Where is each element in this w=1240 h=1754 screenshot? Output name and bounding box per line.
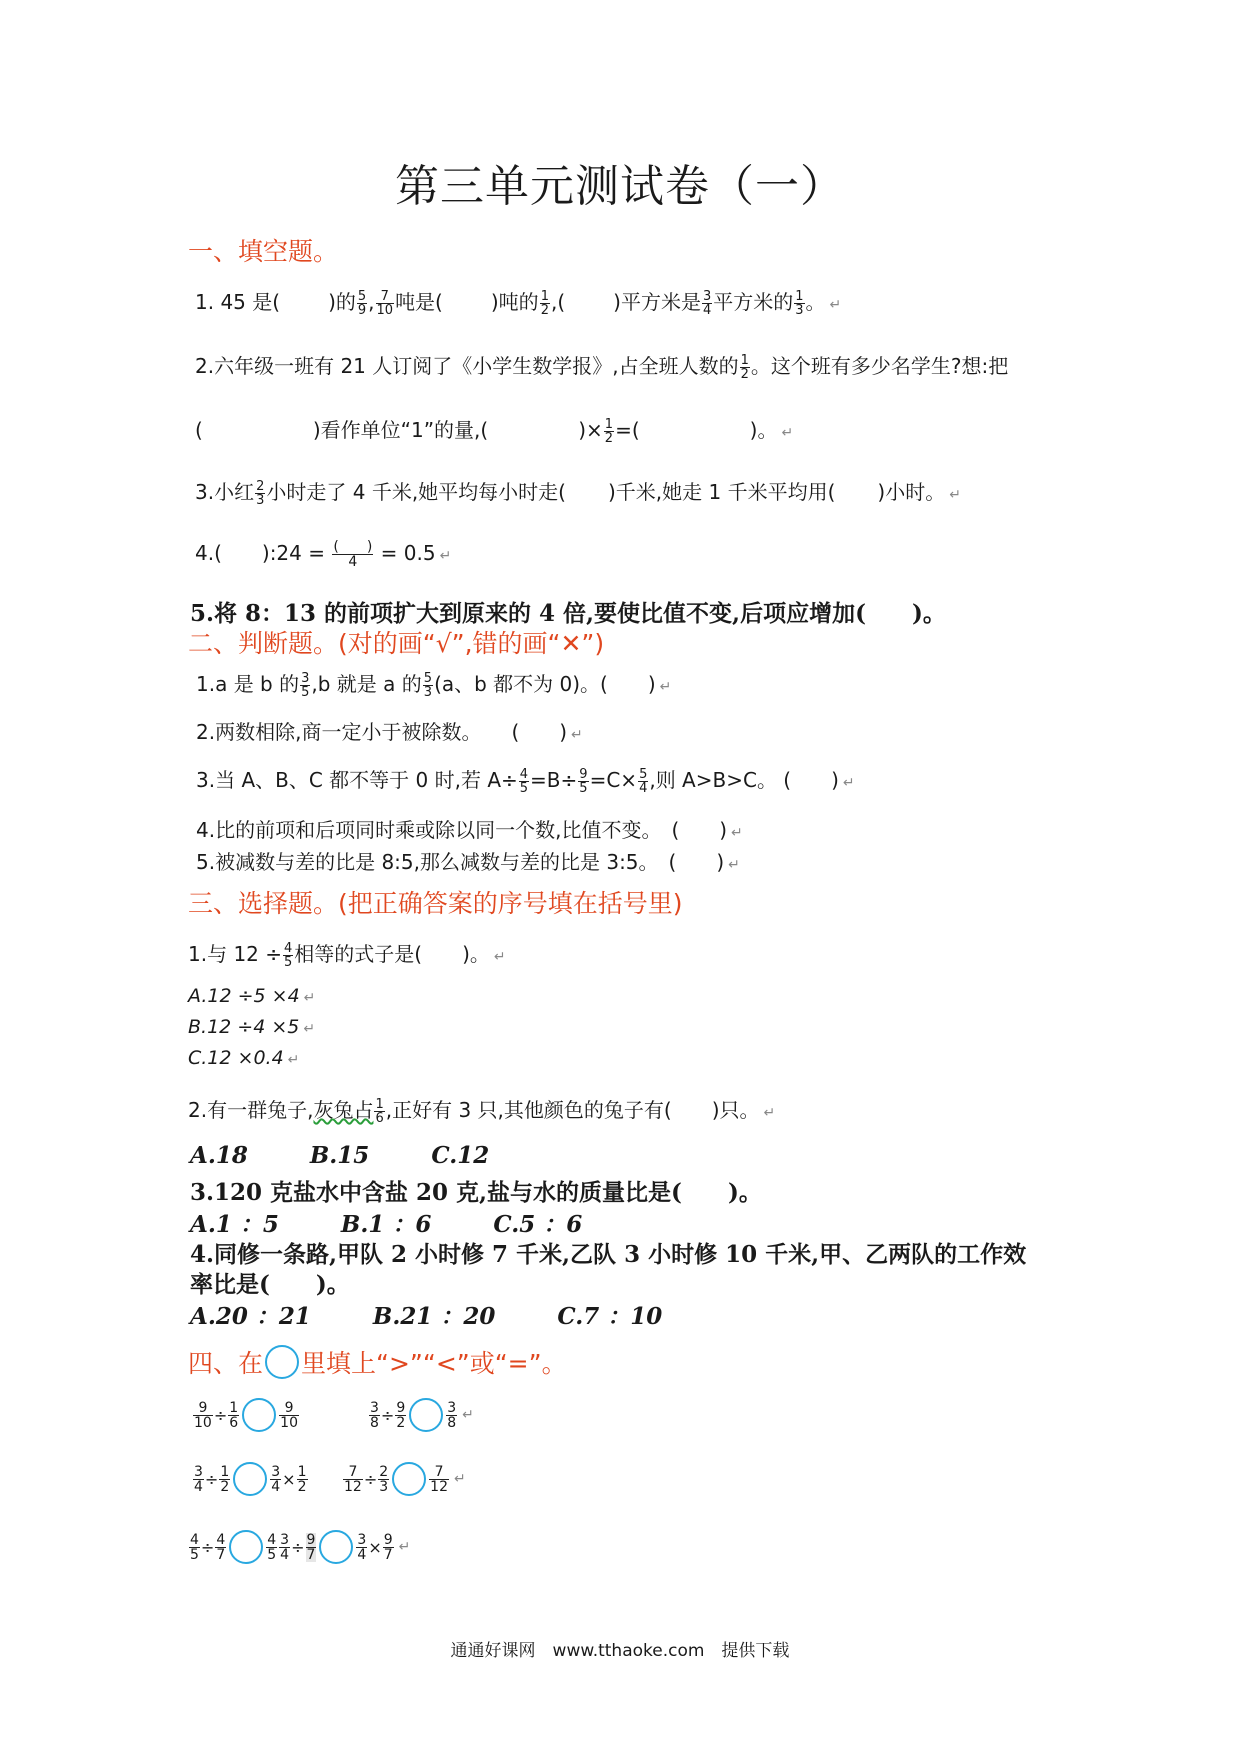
judge-question-1: 1.a 是 b 的 $\frac{3}{5}$ ,b 就是 a 的 $\frac{5}{3}$ (a、b 都不为 0)。( ) ↵ — [196, 671, 672, 700]
judge-question-3: 3.当 A、B、C 都不等于 0 时,若 A÷ $\frac{4}{5}$ =B÷ $\frac{9}{5}$ =C× $\frac{5}{4}$ ,则 A>B>C。 ( ) ↵ — [196, 767, 855, 796]
section-fill-heading: 一、填空题。 — [188, 237, 339, 266]
fill-question-2: 2.六年级一班有 21 人订阅了《小学生数学报》,占全班人数的 $\frac{1}{2}$ 。这个班有多少名学生?想:把 — [195, 353, 1009, 382]
choice-2-options: A.18 B.15 C.12 — [190, 1142, 490, 1169]
judge-question-5: 5.被减数与差的比是 8:5,那么减数与差的比是 3:5。 ( ) ↵ — [196, 850, 740, 874]
compare-item-1: $\frac{9}{10}$ ÷ $\frac{1}{6}$ $\frac{9}{10}$ — [194, 1399, 298, 1431]
answer-circle[interactable] — [242, 1398, 276, 1432]
judge-question-4: 4.比的前项和后项同时乘或除以同一个数,比值不变。 ( ) ↵ — [196, 818, 743, 842]
fill-question-1: 1. 45 是( )的 $\frac{5}{9}$ , $\frac{7}{10}$ 吨是( )吨的 $\frac{1}{2}$ ,( )平方米是 $\frac{3}{4}$ 平方米的 $\frac{1}{3}$ 。 ↵ — [195, 289, 842, 318]
judge-question-2: 2.两数相除,商一定小于被除数。 ( ) ↵ — [196, 720, 583, 744]
fill-question-5: 5.将 8：13 的前项扩大到原来的 4 倍,要使比值不变,后项应增加( )。 — [190, 600, 946, 627]
section-judge-heading: 二、判断题。(对的画“√”,错的画“✕”) — [188, 629, 605, 658]
choice-1-option-b: B.12 ÷4 ×5 ↵ — [188, 1016, 316, 1038]
choice-question-1: 1.与 12 ÷ $\frac{4}{5}$ 相等的式子是( )。 ↵ — [188, 941, 506, 970]
choice-4-options: A.20 ：21 B.21 ：20 C.7 ：10 — [190, 1303, 663, 1330]
compare-item-2: $\frac{3}{8}$ ÷ $\frac{9}{2}$ $\frac{3}{8}$ ↵ — [370, 1399, 474, 1431]
fill-question-2-line2: ( )看作单位“1”的量,( )× $\frac{1}{2}$ =( )。 ↵ — [195, 417, 794, 446]
choice-3-options: A.1 ：5 B.1 ：6 C.5 ：6 — [190, 1211, 583, 1238]
compare-item-3: $\frac{3}{4}$ ÷ $\frac{1}{2}$ $\frac{3}{4}$ × $\frac{1}{2}$ — [194, 1463, 307, 1495]
fill-question-4: 4.( ):24 = $\frac{( )}{4}$ = 0.5 ↵ — [195, 539, 452, 570]
compare-circle-icon — [265, 1345, 299, 1379]
answer-circle[interactable] — [392, 1462, 426, 1496]
choice-1-option-c: C.12 ×0.4 ↵ — [188, 1047, 300, 1069]
answer-circle[interactable] — [319, 1530, 353, 1564]
page-title: 第三单元测试卷（一） — [395, 161, 845, 212]
answer-circle[interactable] — [409, 1398, 443, 1432]
compare-item-4: $\frac{7}{12}$ ÷ $\frac{2}{3}$ $\frac{7}{12}$ ↵ — [344, 1463, 466, 1495]
section-choice-heading: 三、选择题。(把正确答案的序号填在括号里) — [188, 889, 683, 918]
compare-item-5: $\frac{4}{5}$ ÷ $\frac{4}{7}$ $\frac{4}{5}$ $\frac{3}{4}$ ÷ $\frac{9}{7}$ $\frac{3}{4}$ × $\frac{9}{7}$ ↵ — [190, 1531, 411, 1563]
choice-question-4: 4.同修一条路,甲队 2 小时修 7 千米,乙队 3 小时修 10 千米,甲、乙两队的工作效 — [190, 1241, 1027, 1268]
fill-question-3: 3.小红 $\frac{2}{3}$ 小时走了 4 千米,她平均每小时走( )千米,她走 1 千米平均用( )小时。 ↵ — [195, 479, 961, 508]
choice-question-2: 2.有一群兔子,灰兔占 $\frac{1}{6}$ ,正好有 3 只,其他颜色的兔子有( )只。 ↵ — [188, 1097, 776, 1126]
answer-circle[interactable] — [233, 1462, 267, 1496]
choice-question-4-line2: 率比是( )。 — [190, 1271, 350, 1298]
choice-question-3: 3.120 克盐水中含盐 20 克,盐与水的质量比是( )。 — [190, 1179, 762, 1206]
section-compare-heading: 四、在 里填上“>”“<”或“=”。 — [188, 1344, 567, 1380]
answer-circle[interactable] — [229, 1530, 263, 1564]
footer-credit: 通通好课网 www.tthaoke.com 提供下载 — [450, 1641, 790, 1661]
choice-1-option-a: A.12 ÷5 ×4 ↵ — [188, 985, 316, 1007]
